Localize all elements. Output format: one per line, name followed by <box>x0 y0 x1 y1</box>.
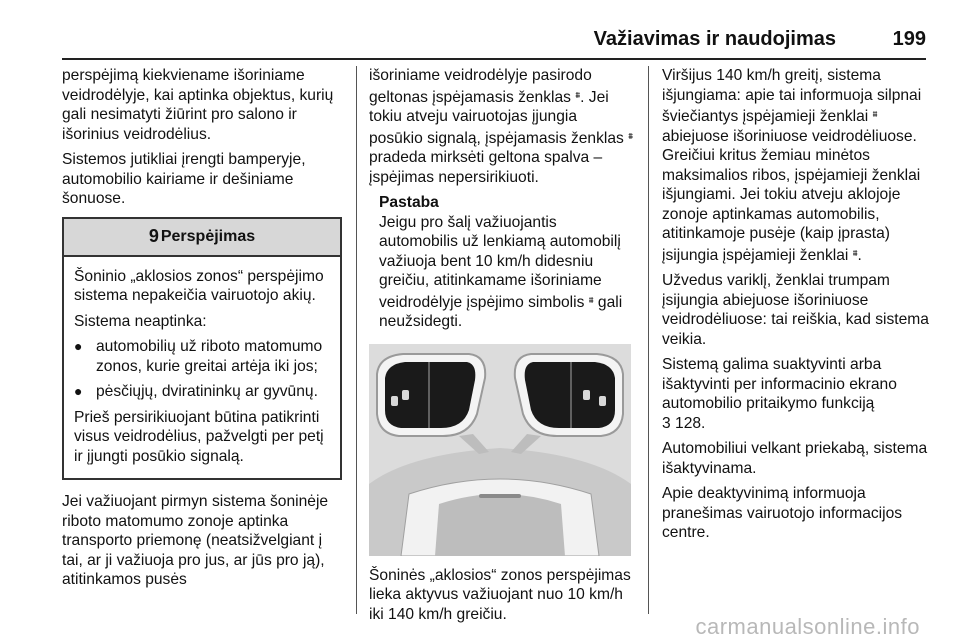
warning-box <box>62 217 342 481</box>
column-1 <box>62 66 344 596</box>
page-reference[interactable]: 128. <box>675 414 706 432</box>
text-span: išoriniame veidrodėlyje pasirodo geltonas įspėjamasis ženklas <box>369 67 592 106</box>
mirror-illustration-svg <box>369 344 631 556</box>
blind-spot-symbol-icon: ⩩ <box>852 247 858 258</box>
paragraph: Prieš persirikiuojant būtina patikrinti visus veidrodėlius, pažvelgti per petį ir įjungti posūkio signalą. <box>74 408 324 465</box>
blind-spot-symbol-icon: ⩩ <box>628 130 633 141</box>
column-divider <box>648 66 649 614</box>
warning-title: Perspėjimas <box>160 227 256 245</box>
text-span: Sistemą galima suaktyvinti arba išaktyvinti per informacinio ekrano automobilio pritaikymo funkciją <box>662 356 897 412</box>
paragraph <box>369 66 635 187</box>
paragraph: Sistemos jutikliai įrengti bamperyje, automobilio kairiame ir dešiniame šonuose. <box>62 151 306 207</box>
paragraph: Apie deaktyvinimą informuoja pranešimas vairuotojo informacijos centre. <box>662 485 903 541</box>
page-header <box>62 24 926 60</box>
warning-icon: 9 <box>148 225 159 246</box>
list-item-text: pėsčiųjų, dviratininkų ar gyvūnų. <box>96 383 318 400</box>
column-2 <box>369 66 635 630</box>
column-3 <box>662 66 930 549</box>
paragraph <box>662 355 930 433</box>
paragraph: Automobiliui velkant priekabą, sistema išaktyvinama. <box>662 440 928 477</box>
text-span: Viršijus 140 km/h greitį, sistema išjungiama: apie tai informuoja silpnai šviečiantys įspėjamieji ženklai <box>662 67 922 125</box>
column-divider <box>356 66 357 614</box>
figure-caption: Šoninės „aklosios“ zonos perspėjimas lieka aktyvus važiuojant nuo 10 km/h iki 140 km/h greičiu. <box>369 566 631 623</box>
paragraph <box>662 66 930 265</box>
text-span: Jeigu pro šalį važiuojantis automobilis už lenkiamą automobilį važiuoja bent 10 km/h didesniu greičiu, atitinkamame išoriniame veidrodėlyje įspėjimo simbolis <box>379 213 621 311</box>
warning-header <box>64 219 340 257</box>
note-title: Pastaba <box>379 194 439 211</box>
watermark: carmanualsonline.info <box>695 614 920 639</box>
warning-body <box>64 257 340 479</box>
blind-spot-symbol-icon: ⩩ <box>872 109 878 119</box>
list-item <box>74 337 330 376</box>
bullet-icon: ● <box>74 338 83 354</box>
paragraph: Užvedus variklį, ženklai trumpam įsijungia abiejuose išoriniuose veidrodėliuose: tai reiškia, kad sistema veikia. <box>662 272 929 348</box>
paragraph: perspėjimą kiekviename išoriniame veidrodėlyje, kai aptinka objektus, kurių gali nesimatyti žiūrint pro salono ir išorinius veidrodėlius. <box>62 67 334 143</box>
page-reference-icon: 3 <box>662 414 671 432</box>
note-box <box>369 193 635 332</box>
note-text <box>379 213 635 332</box>
page-number: 199 <box>892 28 926 50</box>
paragraph: Sistema neaptinka: <box>74 312 207 330</box>
text-span: abiejuose išoriniuose veidrodėliuose. Greičiui kritus žemiau minėtos maksimalios ribos, įspėjamieji ženklai išjungiami. Jei tokiu atveju aklojoje zonoje aptinkamas automobilis, atitinkamoje pusėje (kaip įprasta) įsijungia įspėjamieji ženklai <box>662 127 921 264</box>
bullet-icon: ● <box>74 383 83 399</box>
list-item <box>74 382 330 402</box>
paragraph: Šoninio „aklosios zonos“ perspėjimo sistema nepakeičia vairuotojo akių. <box>74 267 324 304</box>
blind-spot-symbol-icon: ⩩ <box>588 294 594 305</box>
header-title: Važiavimas ir naudojimas <box>593 28 836 50</box>
blind-spot-symbol-icon: ⩩ <box>575 89 581 100</box>
mirror-illustration <box>369 344 631 556</box>
text-span: . Jei tokiu atveju vairuotojas įjungia posūkio signalą, įspėjamasis ženklas <box>369 88 624 147</box>
text-span: . <box>857 246 862 264</box>
list-item-text: automobilių už riboto matomumo zonos, kurie greitai artėja iki jos; <box>96 338 323 375</box>
paragraph: Jei važiuojant pirmyn sistema šoninėje riboto matomumo zonoje aptinka transporto priemonę (neatsižvelgiant į tai, ar ji važiuoja pro jus, ar jūs pro ją), atitinkamos pusės <box>62 493 329 588</box>
text-span: gali neužsidegti. <box>379 293 623 330</box>
text-span: pradeda mirksėti geltona spalva – įspėjimas nepersirikiuoti. <box>369 149 603 186</box>
